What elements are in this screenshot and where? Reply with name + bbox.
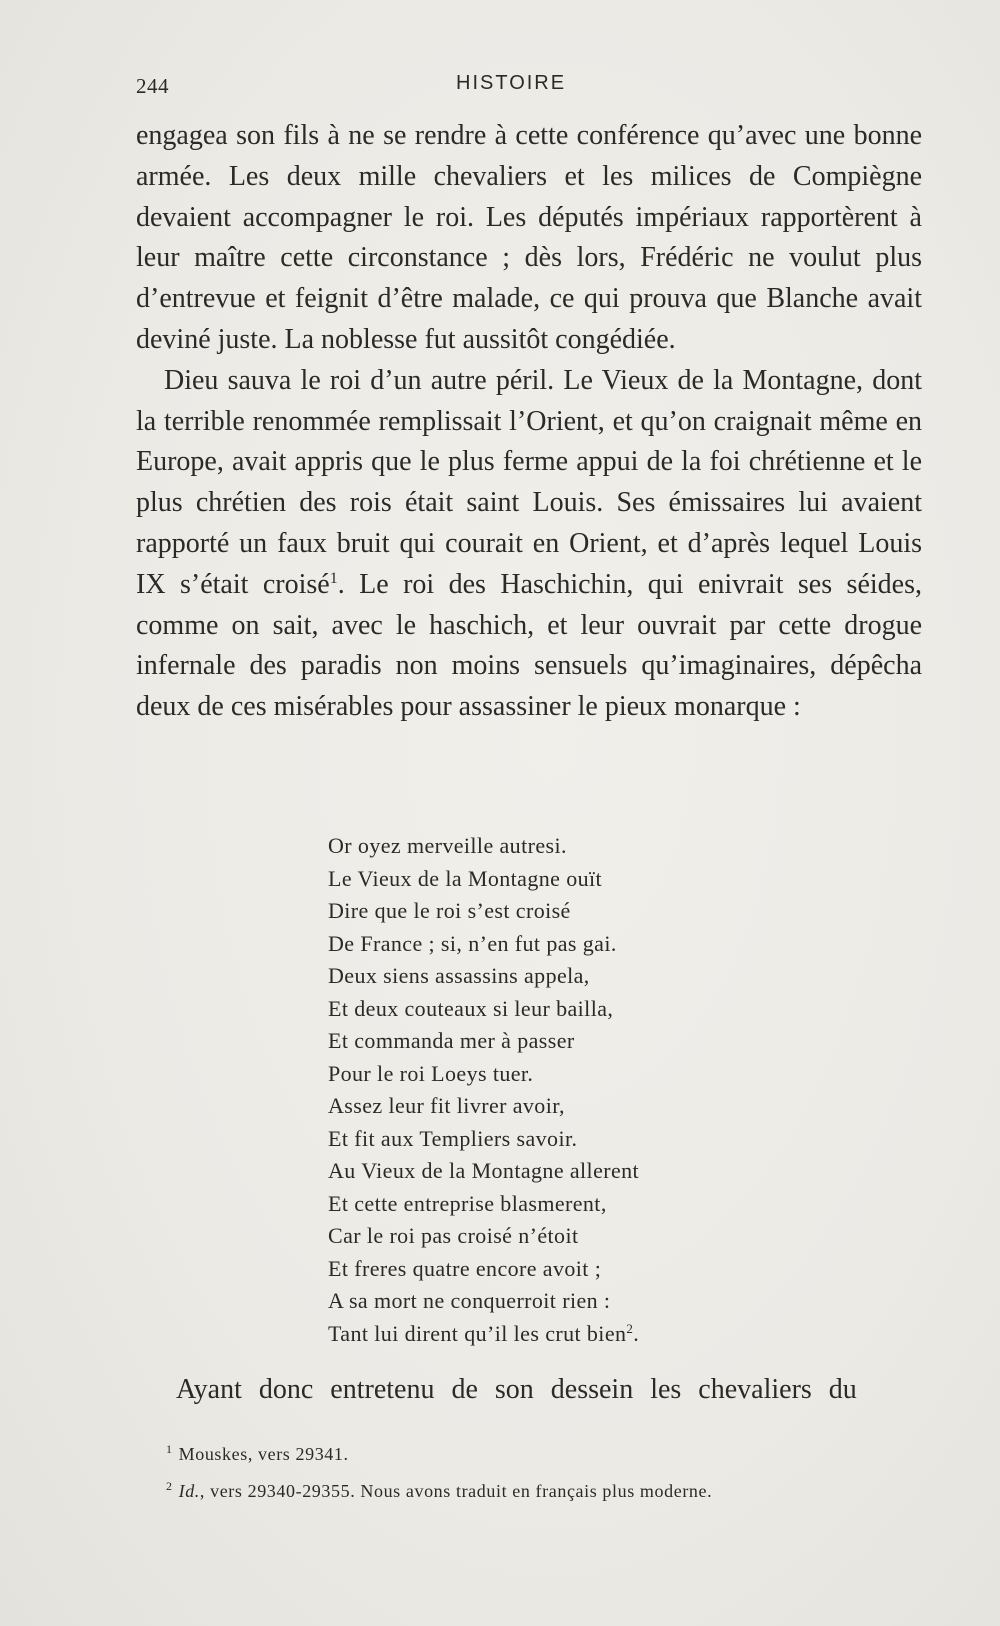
verse-line: Dire que le roi s’est croisé bbox=[328, 898, 571, 923]
paragraph-1: engagea son fils à ne se rendre à cette conférence qu’avec une bonne armée. Les deux mille chevaliers et les milices de Compiègne devaient accompagner le roi. Les députés impériaux rapportèrent à leur maître cette circonstance ; dès lors, Frédéric ne voulut plus d’entrevue et feignit d’être malade, ce qui prouva que Blanche avait deviné juste. La noblesse fut aussitôt congédiée. bbox=[136, 120, 922, 355]
verse-line: Le Vieux de la Montagne ouït bbox=[328, 865, 603, 891]
paragraph-2 bbox=[136, 361, 922, 728]
footnote-ref-1: 1 bbox=[329, 569, 338, 587]
verse-line: Deux siens assassins appela, bbox=[328, 963, 590, 988]
page-number: 244 bbox=[136, 74, 169, 98]
paragraph-2-continuation: . Le roi des Haschichin, qui enivrait ses séides, comme on sait, avec le haschich, et leur ouvrait par cette drogue infernale des paradis non moins sensuels qu’imaginaires, dépêcha deux de ces misérables pour assassiner le pieux monarque : bbox=[136, 568, 922, 723]
running-title: HISTOIRE bbox=[456, 72, 567, 94]
verse-line: Et deux couteaux si leur bailla, bbox=[328, 995, 614, 1021]
footnote-1 bbox=[166, 1433, 712, 1470]
verse-line: Et fit aux Templiers savoir. bbox=[328, 1125, 578, 1151]
verse-line: Pour le roi Loeys tuer. bbox=[328, 1060, 534, 1086]
footnote-2-text: , vers 29340-29355. Nous avons traduit en français plus moderne. bbox=[199, 1481, 713, 1501]
verse-line: Et freres quatre encore avoit ; bbox=[328, 1255, 602, 1281]
verse-line: Car le roi pas croisé n’étoit bbox=[328, 1223, 579, 1248]
body-text bbox=[136, 116, 922, 728]
running-head bbox=[136, 74, 926, 104]
verse-line: Au Vieux de la Montagne allerent bbox=[328, 1158, 640, 1183]
footnote-2-ibid: Id. bbox=[178, 1481, 200, 1501]
verse-line: Or oyez merveille autresi. bbox=[328, 833, 567, 858]
footnote-1-text: Mouskes, vers 29341. bbox=[178, 1444, 349, 1464]
verse-line-last bbox=[328, 1318, 639, 1351]
verse-line: Assez leur fit livrer avoir, bbox=[328, 1093, 565, 1118]
verse-line: Et commanda mer à passer bbox=[328, 1028, 575, 1053]
footnote-2-mark: 2 bbox=[166, 1479, 173, 1493]
footnotes bbox=[166, 1433, 712, 1507]
footnote-ref-2: 2 bbox=[626, 1320, 634, 1336]
verse-line-end: . bbox=[633, 1320, 640, 1346]
verse-quotation bbox=[328, 830, 639, 1350]
footnote-2 bbox=[166, 1470, 712, 1507]
verse-line: A sa mort ne conquerroit rien : bbox=[328, 1288, 611, 1313]
closing-paragraph: Ayant donc entretenu de son dessein les chevaliers du bbox=[176, 1374, 857, 1405]
verse-line: De France ; si, n’en fut pas gai. bbox=[328, 930, 617, 956]
verse-line: Et cette entreprise blasmerent, bbox=[328, 1190, 607, 1216]
paragraph-2-text: Dieu sauva le roi d’un autre péril. Le Vieux de la Montagne, dont la terrible renommée remplissait l’Orient, et qu’on craignait même en Europe, avait appris que le plus ferme appui de la foi chrétienne et le plus chrétien des rois était saint Louis. Ses émissaires lui avaient rapporté un faux bruit qui courait en Orient, et d’après lequel Louis IX s’était croisé bbox=[136, 364, 922, 600]
verse-line-text: Tant lui dirent qu’il les crut bien bbox=[328, 1320, 627, 1346]
footnote-1-mark: 1 bbox=[166, 1442, 173, 1456]
